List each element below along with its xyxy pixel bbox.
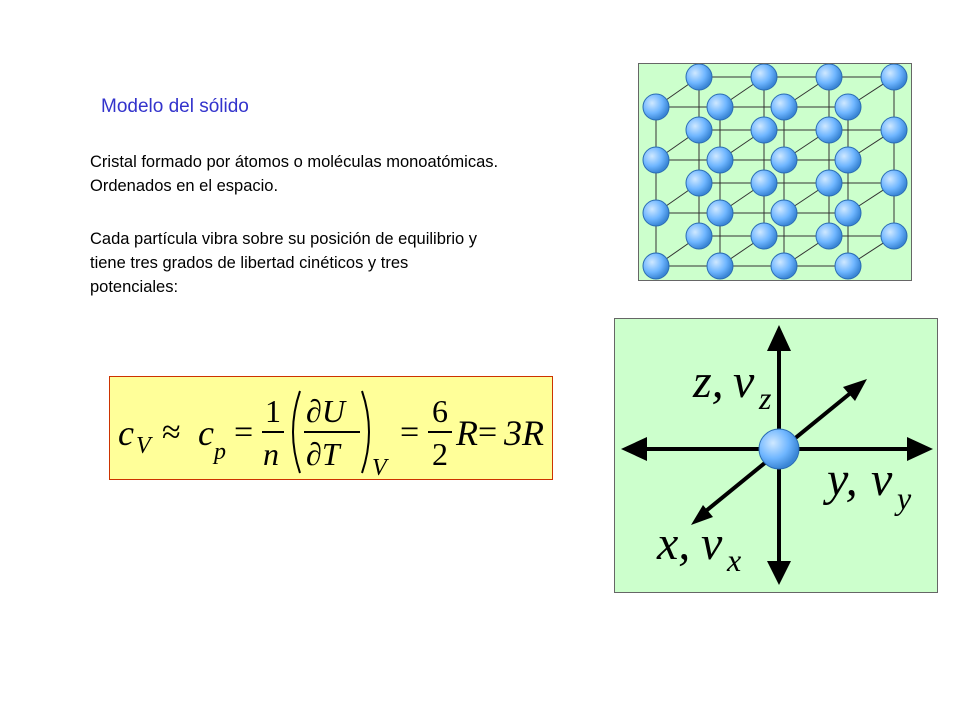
atom-icon — [881, 170, 907, 196]
formula-cp-subscript: p — [214, 439, 226, 465]
label-vz-subscript: z — [759, 380, 772, 416]
atom-icon — [881, 64, 907, 90]
crystal-lattice-svg — [639, 64, 911, 280]
right-paren — [362, 391, 369, 473]
atom-icon — [771, 147, 797, 173]
atom-icon — [643, 94, 669, 120]
atom-icon — [686, 170, 712, 196]
label-vx: v — [701, 517, 723, 570]
formula-cv-subscript: V — [136, 433, 151, 459]
label-vx-subscript: x — [727, 542, 742, 578]
formula-equals-2: = — [400, 414, 420, 451]
atom-icon — [771, 200, 797, 226]
formula-six: 6 — [432, 393, 448, 429]
label-z: z, — [693, 355, 724, 408]
atom-icon — [751, 64, 777, 90]
y-arrow-left — [621, 437, 647, 461]
formula-cv: c — [118, 413, 134, 453]
formula-equals-3: = — [478, 414, 498, 451]
formula-dU: ∂U — [306, 393, 345, 429]
formula-svg — [110, 377, 552, 479]
atom-icon — [751, 223, 777, 249]
slide-title: Modelo del sólido — [101, 96, 249, 117]
label-x: x, — [657, 517, 691, 570]
atom-icon — [751, 117, 777, 143]
atom-icon — [835, 253, 861, 279]
paragraph-line: potenciales: — [90, 278, 179, 296]
left-paren — [293, 391, 300, 473]
atom-icon — [881, 117, 907, 143]
label-vy: v — [871, 453, 893, 506]
atom-icon — [643, 200, 669, 226]
paragraph-line: Cristal formado por átomos o moléculas monoatómicas. — [90, 153, 499, 171]
formula-approx: ≈ — [162, 414, 181, 451]
heat-capacity-formula — [109, 376, 553, 480]
paragraph-crystal — [90, 150, 498, 198]
atom-icon — [816, 170, 842, 196]
atom-icon — [759, 429, 799, 469]
atom-icon — [835, 200, 861, 226]
formula-cp: c — [198, 413, 214, 453]
atom-icon — [816, 64, 842, 90]
formula-equals-1: = — [234, 414, 254, 451]
atom-icon — [835, 147, 861, 173]
atom-icon — [816, 117, 842, 143]
atom-icon — [707, 94, 733, 120]
formula-n: n — [263, 436, 279, 472]
formula-3R: 3R — [504, 413, 544, 453]
paragraph-line: tiene tres grados de libertad cinéticos y tres — [90, 254, 409, 272]
atom-icon — [686, 117, 712, 143]
y-arrow-right — [907, 437, 933, 461]
atom-icon — [771, 253, 797, 279]
atom-icon — [816, 223, 842, 249]
formula-V-subscript: V — [372, 455, 387, 479]
atom-icon — [835, 94, 861, 120]
atom-icon — [643, 147, 669, 173]
atom-icon — [771, 94, 797, 120]
formula-dT: ∂T — [306, 436, 340, 472]
formula-R: R — [456, 413, 478, 453]
crystal-lattice-figure — [638, 63, 912, 281]
formula-numerator-one: 1 — [265, 393, 281, 429]
z-arrow-up — [767, 325, 791, 351]
atom-icon — [751, 170, 777, 196]
paragraph-line: Ordenados en el espacio. — [90, 177, 279, 195]
atom-icon — [686, 223, 712, 249]
atom-icon — [881, 223, 907, 249]
label-y: y, — [827, 453, 858, 506]
label-vy-subscript: y — [897, 480, 912, 516]
atom-icon — [643, 253, 669, 279]
paragraph-line: Cada partícula vibra sobre su posición de equilibrio y — [90, 230, 478, 248]
axes-svg — [615, 319, 937, 592]
label-vz: v — [733, 355, 755, 408]
formula-two: 2 — [432, 436, 448, 472]
z-arrow-down — [767, 561, 791, 585]
atom-icon — [686, 64, 712, 90]
atom-icon — [707, 147, 733, 173]
paragraph-vibration — [90, 227, 477, 299]
atom-icon — [707, 253, 733, 279]
degrees-of-freedom-figure — [614, 318, 938, 593]
atom-icon — [707, 200, 733, 226]
